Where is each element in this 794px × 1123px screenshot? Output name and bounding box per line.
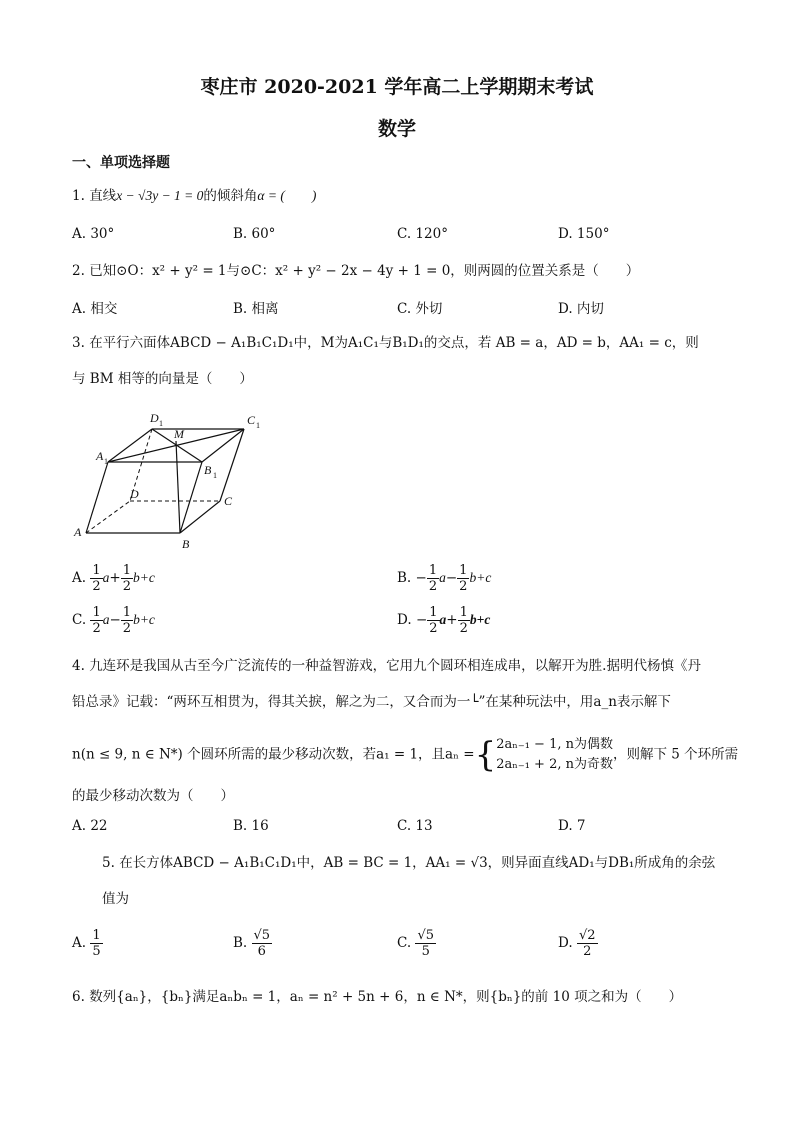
q5-option-d — [558, 928, 598, 959]
edge-b1-b — [180, 462, 202, 533]
q5-option-a-label: A. — [72, 935, 87, 951]
half-fraction: $\frac{1}{2}$ — [92, 563, 101, 594]
question-6 — [72, 987, 682, 1007]
q5-option-c — [397, 928, 436, 959]
label-d1-sub: 1 — [159, 419, 163, 428]
q5-option-c-fraction: $\frac{√5}{5}$ — [417, 928, 434, 959]
label-a1: A — [96, 449, 104, 463]
q3-option-c-sign-2: − — [109, 612, 121, 628]
vector-b: b — [132, 570, 140, 585]
question-5-line-1 — [102, 853, 715, 873]
question-4-text-1: 九连环是我国从古至今广泛流传的一种益智游戏，它用九个圆环相连成串，以解开为胜.据明代杨慎《丹 — [89, 658, 701, 674]
question-1 — [72, 186, 316, 206]
question-4-text-3-pre: n(n ≤ 9, n ∈ N*) 个圆环所需的最少移动次数，若a₁ = 1，且aₙ = — [72, 746, 475, 763]
question-4-line-1 — [72, 656, 701, 676]
question-2-number: 2. — [72, 263, 85, 279]
question-2-text: 已知⊙O：x² + y² = 1与⊙C：x² + y² − 2x − 4y + 1 = 0，则两圆的位置关系是（ ） — [89, 263, 640, 279]
half-fraction: $\frac{1}{2}$ — [459, 563, 468, 594]
question-1-number: 1. — [72, 188, 85, 204]
q1-option-b: B. 60° — [233, 226, 276, 242]
q2-option-b: B. 相离 — [233, 301, 279, 317]
vector-b: b — [469, 570, 477, 585]
q3-option-a-label: A. — [72, 570, 87, 586]
q3-option-c — [72, 605, 155, 636]
question-4-line-2: 铅总录》记载：“两环互相贯为，得其关捩，解之为二，又合而为一└”在某种玩法中，用a_n表示解下 — [72, 694, 671, 710]
q1-option-d: D. 150° — [558, 226, 610, 242]
question-1-alpha: α = ( ) — [257, 188, 317, 203]
edge-b-c — [180, 501, 220, 533]
label-c: C — [224, 494, 233, 508]
q5-option-a-fraction: $\frac{1}{5}$ — [92, 928, 101, 959]
parallelepiped-figure — [72, 408, 272, 553]
case-brace: { — [474, 735, 497, 775]
question-4-line-3 — [72, 735, 738, 775]
q5-option-b-fraction: $\frac{√5}{6}$ — [253, 928, 271, 959]
vector-a: a — [439, 570, 446, 585]
half-fraction: $\frac{1}{2}$ — [429, 605, 438, 636]
q3-option-a — [72, 563, 155, 594]
half-fraction: $\frac{1}{2}$ — [122, 563, 131, 594]
q5-option-c-label: C. — [397, 935, 412, 951]
hidden-edge-a-d — [86, 501, 130, 533]
question-5-text-1: 在长方体ABCD − A₁B₁C₁D₁中，AB = BC = 1，AA₁ = √3，则异面直线AD₁与DB₁所成角的余弦 — [119, 855, 716, 871]
q3-option-d — [397, 605, 490, 636]
label-d: D — [130, 487, 139, 501]
q3-option-d-sign-1: − — [415, 612, 428, 628]
q3-option-b-label: B. — [397, 570, 412, 586]
q1-option-c: C. 120° — [397, 226, 448, 242]
vector-a: a — [102, 570, 110, 585]
edge-c1-c — [220, 429, 244, 501]
piecewise-cases — [496, 735, 613, 775]
q5-option-d-label: D. — [558, 935, 573, 951]
edge-a1-a — [86, 462, 108, 533]
half-fraction: $\frac{1}{2}$ — [428, 563, 438, 594]
question-1-stem-pre: 直线 — [89, 188, 117, 204]
q4-option-a: A. 22 — [72, 818, 108, 834]
half-fraction: $\frac{1}{2}$ — [459, 605, 468, 636]
question-4-line-4: 的最少移动次数为（ ） — [72, 788, 234, 804]
question-6-number: 6. — [72, 989, 85, 1005]
question-2 — [72, 261, 639, 281]
q3-option-a-sign-2: + — [109, 570, 121, 586]
q3-option-d-label: D. — [397, 612, 412, 628]
label-b1: B — [204, 463, 212, 477]
half-fraction: $\frac{1}{2}$ — [122, 605, 132, 636]
question-5-number: 5. — [102, 855, 115, 871]
q2-option-d: D. 内切 — [558, 301, 604, 317]
q3-option-b-sign-1: − — [415, 570, 427, 586]
vector-c-term: +c — [476, 612, 491, 627]
q4-option-d: D. 7 — [558, 818, 586, 834]
question-5-line-2: 值为 — [102, 891, 129, 907]
label-c1-sub: 1 — [256, 421, 260, 430]
q3-option-b — [397, 563, 491, 594]
vector-b: b — [133, 612, 140, 627]
question-3-number: 3. — [72, 335, 85, 351]
question-3-text-1: 在平行六面体ABCD − A₁B₁C₁D₁中，M为A₁C₁与B₁D₁的交点，若 AB = a，AD = b，AA₁ = c，则 — [89, 335, 699, 351]
label-a: A — [74, 525, 82, 539]
q5-option-d-fraction: $\frac{√2}{2}$ — [578, 928, 596, 959]
q3-option-d-sign-2: + — [446, 612, 458, 628]
label-m: M — [174, 427, 184, 441]
question-3-line-2: 与 BM 相等的向量是（ ） — [72, 371, 253, 387]
case-even: 2aₙ₋₁ − 1, n为偶数 — [496, 737, 613, 752]
q5-option-a — [72, 928, 103, 959]
page-title: 枣庄市 2020-2021 学年高二上学期期末考试 — [200, 76, 594, 98]
question-4-number: 4. — [72, 658, 85, 674]
label-b: B — [182, 537, 190, 551]
vector-b: b — [469, 612, 477, 627]
q3-option-c-label: C. — [72, 612, 87, 628]
segment-b-m — [176, 441, 180, 533]
q5-option-b — [233, 928, 272, 959]
vector-c-term: +c — [139, 612, 155, 627]
question-1-stem-post: 的倾斜角 — [203, 188, 258, 204]
vector-c-term: +c — [476, 570, 492, 585]
question-1-expression: x − √3y − 1 = 0 — [116, 188, 204, 203]
section-heading: 一、单项选择题 — [72, 155, 170, 171]
label-a1-sub: 1 — [104, 457, 108, 466]
half-fraction: $\frac{1}{2}$ — [92, 605, 101, 636]
q2-option-c: C. 外切 — [397, 301, 443, 317]
label-b1-sub: 1 — [213, 471, 217, 480]
q5-option-b-label: B. — [233, 935, 248, 951]
vector-c-term: +c — [139, 570, 155, 585]
vector-a: a — [439, 612, 447, 627]
q4-option-b: B. 16 — [233, 818, 269, 834]
q1-option-a: A. 30° — [72, 226, 115, 242]
question-4-text-3-post: ，则解下 5 个环所需 — [613, 746, 739, 763]
q4-option-c: C. 13 — [397, 818, 433, 834]
q2-option-a: A. 相交 — [72, 301, 118, 317]
case-odd: 2aₙ₋₁ + 2, n为奇数 — [496, 757, 613, 772]
question-6-text: 数列{aₙ}，{bₙ}满足aₙbₙ = 1，aₙ = n² + 5n + 6，n ∈ N*，则{bₙ}的前 10 项之和为（ ） — [89, 989, 683, 1005]
vector-a: a — [102, 612, 110, 627]
q3-option-b-sign-2: − — [445, 570, 458, 586]
label-d1: D — [150, 411, 159, 425]
page-subtitle: 数学 — [377, 118, 416, 140]
question-3-line-1 — [72, 333, 699, 353]
label-c1: C — [247, 413, 256, 427]
